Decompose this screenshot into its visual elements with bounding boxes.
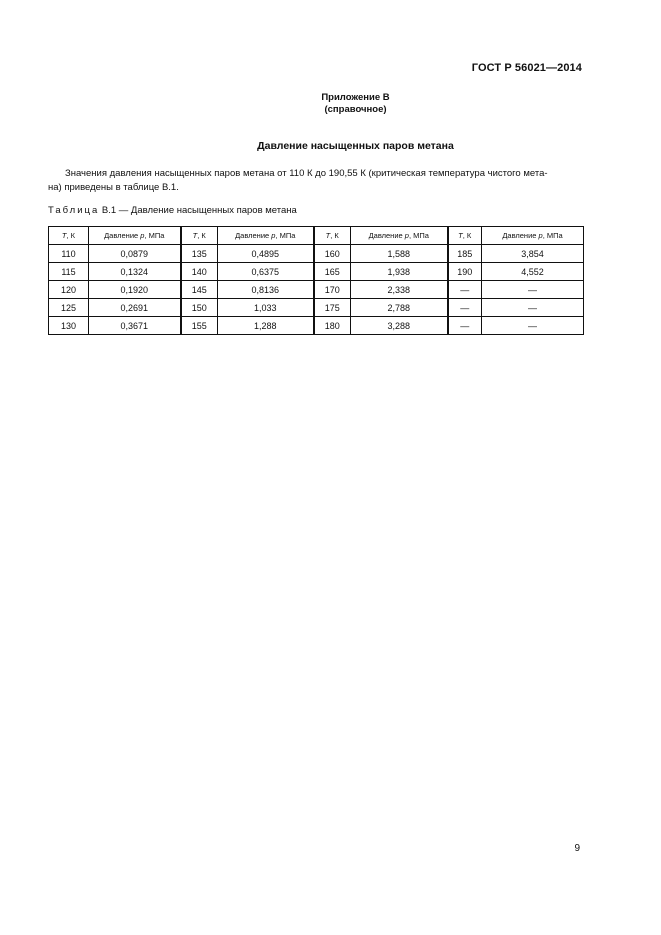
table-row [49,263,584,281]
table-cell: 0,6375 [218,263,314,281]
table-cell: 0,2691 [89,299,181,317]
table-cell: — [482,281,584,299]
header-pressure: Давление p, МПа [89,227,181,245]
section-title-text: Давление насыщенных паров метана [257,140,454,152]
table-row [49,317,584,335]
table-cell: 1,938 [351,263,448,281]
appendix-heading [0,92,661,116]
header-temperature: T, К [181,227,218,245]
section-title [0,140,661,152]
table-caption-word: Таблица [48,205,100,216]
table-row [49,245,584,263]
table-cell: 160 [314,245,351,263]
table-cell: 0,4895 [218,245,314,263]
table-cell: 4,552 [482,263,584,281]
page-number: 9 [574,843,580,854]
table-caption-text: В.1 — Давление насыщенных паров метана [99,205,297,216]
table-cell: 1,588 [351,245,448,263]
table-cell: 1,033 [218,299,314,317]
header-pressure: Давление p, МПа [351,227,448,245]
appendix-title: Приложение В [321,92,390,103]
table-cell: 185 [448,245,482,263]
table-cell: 120 [49,281,89,299]
table-cell: 170 [314,281,351,299]
table-cell: 2,788 [351,299,448,317]
table-cell: — [448,299,482,317]
table-cell: 0,1920 [89,281,181,299]
header-temperature: T, К [49,227,89,245]
table-cell: 0,8136 [218,281,314,299]
table-cell: 115 [49,263,89,281]
table-cell: — [482,317,584,335]
table-cell: 125 [49,299,89,317]
table-cell: — [448,281,482,299]
table-cell: 0,3671 [89,317,181,335]
table-row [49,281,584,299]
table-header-row [49,227,584,245]
table-cell: 155 [181,317,218,335]
document-code: ГОСТ Р 56021—2014 [471,62,582,74]
header-temperature: T, К [314,227,351,245]
table-cell: 3,288 [351,317,448,335]
table-cell: — [482,299,584,317]
table-cell: 175 [314,299,351,317]
table-row [49,299,584,317]
table-cell: 150 [181,299,218,317]
table-cell: 0,1324 [89,263,181,281]
table-cell: 165 [314,263,351,281]
body-paragraph [48,167,582,194]
table-cell: 180 [314,317,351,335]
header-pressure: Давление p, МПа [482,227,584,245]
table-cell: 2,338 [351,281,448,299]
table-cell: 110 [49,245,89,263]
table-cell: 135 [181,245,218,263]
table-cell: 130 [49,317,89,335]
body-line-1: Значения давления насыщенных паров метана от 110 К до 190,55 К (критическая температура чистого мета- [65,168,548,179]
table-cell: 3,854 [482,245,584,263]
appendix-kind: (справочное) [324,104,387,115]
header-temperature: T, К [448,227,482,245]
table-cell: 190 [448,263,482,281]
header-pressure: Давление p, МПа [218,227,314,245]
table-cell: 145 [181,281,218,299]
table-cell: 1,288 [218,317,314,335]
pressure-table [48,226,584,335]
table-cell: 140 [181,263,218,281]
table-caption [48,205,297,216]
body-line-2: на) приведены в таблице В.1. [48,181,179,193]
table-cell: — [448,317,482,335]
table-cell: 0,0879 [89,245,181,263]
